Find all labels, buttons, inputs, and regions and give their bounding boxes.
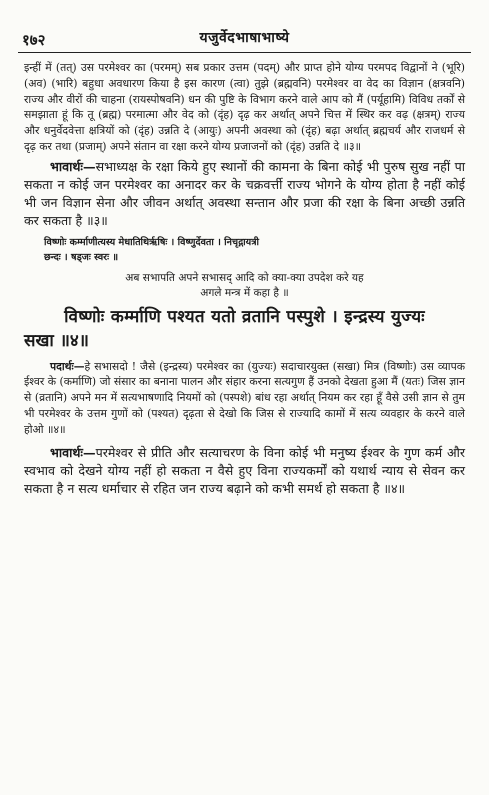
header-rule [18,52,471,53]
mantra-notes [44,235,465,265]
page-body [24,60,465,498]
bhavartha-4-text: परमेश्वर से प्रीति और सत्याचरण के विना कोई भी मनुष्य ईश्वर के गुण कर्म और स्वभाव को देखने योग्य नहीं हो सकता न वैसे हुए विना राज्यकर्मों को यथार्थ न्याय से सेवन कर सकता है न सत्य धर्माचार से रहित जन राज्य बढ़ाने को कभी समर्थ हो सकता है ॥४॥ [24,444,465,496]
bhavartha-3-label: भावार्थः— [50,158,96,174]
mantra-line-2: सखा ॥४॥ [24,330,89,351]
running-title: यजुर्वेदभाषाभाष्ये [199,30,290,46]
page-number: १७२ [22,31,46,49]
padartha-4-text: हे सभासदो ! जैसे (इन्द्रस्य) परमेश्वर का (युज्यः) सदाचारयुक्त (सखा) मित्र (विष्णोः) उस व्यापक ईश्वर के (कर्माणि) जो संसार का बनाना पालन और संहार करना सत्यगुण हैं उनको देखता हुआ मैं (यतः) जिस ज्ञान से (व्रतानि) अपने मन में सत्यभाषणादि नियमों को (पस्पशे) बांध रहा अर्थात् नियम कर रहा हूँ वैसे उसी ज्ञान से तुम भी परमेश्वर के उत्तम गुणों को (पश्यत) दृढ़ता से देखो कि जिस से राज्यादि कामों में सत्य व्यवहार के करने वाले होओ ॥४॥ [24,359,465,436]
page-header [0,0,489,52]
padartha-3-paragraph: इन्हीं में (तत्) उस परमेश्वर का (परमम्) सब प्रकार उत्तम (पदम्) और प्राप्त होने योग्य परमपद विद्वानों ने (भूरि) (अव) (भारि) बहुधा अवधारण किया है इस कारण (त्वा) तुझे (ब्रह्मवनि) परमेश्वर वा वेद का विज्ञान (क्षत्रवनि) राज्य और वीरों की चाहना (रायस्पोषवनि) धन की पुष्टि के विभाग करने वाले आप को मैं (पर्यूहामि) विविध तर्कों से समझाता हूं कि तू (ब्रह्म) परमात्मा और वेद को (दृंह) दृढ़ कर अर्थात् अपने चित्त में स्थिर कर वढ़ (क्षत्रम्) राज्य और धनुर्वेदवेत्ता क्षत्रियों को (दृंह) उन्नति दे (आयुः) अपनी अवस्था को (दृंह) बढ़ा अर्थात् ब्रह्मचर्य और राजधर्म से दृढ़ कर तथा (प्रजाम्) अपने संतान वा रक्षा करने योग्य प्रजाजनों को (दृंह) उन्नति दे ॥३॥ [24,61,465,153]
padartha-4-label: पदार्थः— [50,359,85,373]
padartha-4-paragraph [24,359,465,438]
mantra-introduction [24,271,465,301]
notes-line-1: विष्णोः कर्म्माणीत्यस्य मेधातिथिर्ऋषिः । विष्णुर्देवता । निचृद्गायत्री [44,236,260,248]
bhavartha-4-label: भावार्थः— [50,444,96,460]
bhavartha-4-paragraph [24,444,465,499]
bhavartha-3-text: सभाध्यक्ष के रक्षा किये हुए स्थानों की कामना के बिना कोई भी पुरुष सुख नहीं पा सकता न कोई जन परमेश्वर का अनादर कर के चक्रवर्त्ती राज्य भोगने के योग्य होता है नहीं कोई भी जन विज्ञान सेना और जीवन अर्थात् अवस्था सन्तान और प्रजा की रक्षा के बिना अच्छी उन्नति कर सकता है ॥३॥ [24,158,465,229]
bhavartha-3-paragraph [24,158,465,231]
notes-line-2: छन्दः । षड्जः स्वरः ॥ [44,251,119,263]
intro-line-1: अब सभापति अपने सभासद् आदि को क्या-क्या उपदेश करे यह [125,271,364,284]
mantra-line-1: विष्णोः कर्म्माणि पश्यत यतो व्रतानि पस्पुशे । इन्द्रस्य युज्यः [64,306,425,327]
intro-line-2: अगले मन्त्र में कहा है ॥ [200,286,289,299]
